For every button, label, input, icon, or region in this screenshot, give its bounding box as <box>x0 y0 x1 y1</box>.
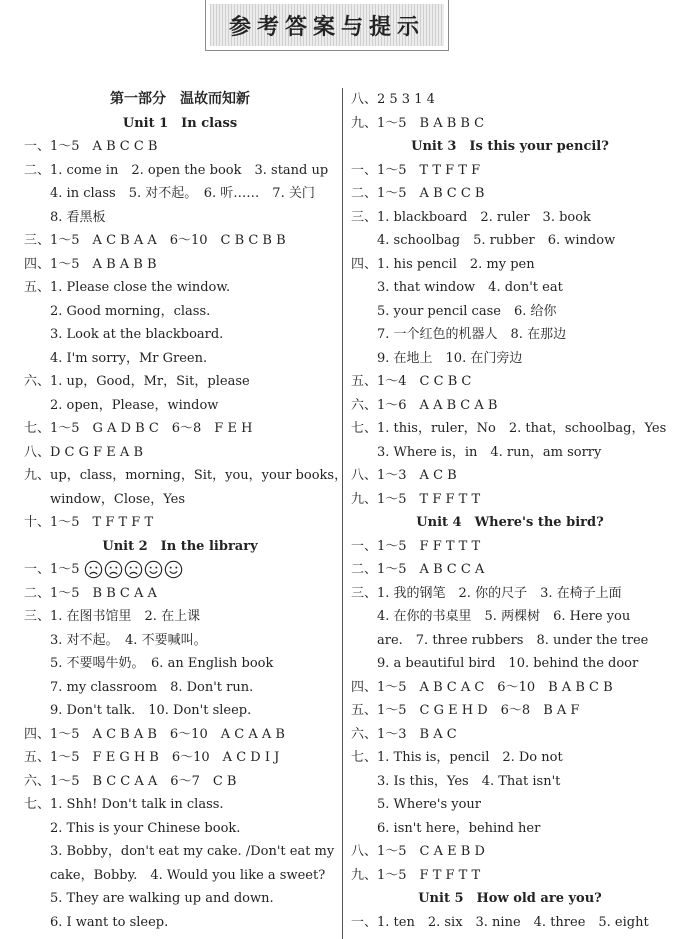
answer-text: 五、1. Please close the window. <box>24 280 231 295</box>
answer-line <box>24 887 336 911</box>
answer-line <box>351 88 669 112</box>
answer-text: 四、1～5 A C B A B 6～10 A C A A B <box>24 726 285 742</box>
section-heading <box>24 112 336 136</box>
answer-line <box>24 817 336 841</box>
answer-line <box>351 182 669 206</box>
answer-text: 五、1～5 F E G H B 6～10 A C D I J <box>24 750 280 765</box>
answer-line <box>24 276 336 300</box>
answer-line <box>351 394 669 418</box>
answer-line <box>24 558 336 582</box>
answer-text: 3. Where is，in 4. run，am sorry <box>377 444 602 460</box>
answer-text: 一、1～5 F F T T T <box>351 538 481 554</box>
answer-text: 六、1～3 B A C <box>351 726 457 742</box>
header-banner <box>205 0 449 51</box>
answer-text: 七、1～5 G A D B C 6～8 F E H <box>24 421 253 436</box>
answer-text: 八、D C G F E A B <box>24 444 143 460</box>
answer-text: 十、1～5 T F T F T <box>24 515 154 530</box>
answer-text: are. 7. three rubbers 8. under the tree <box>377 632 649 648</box>
answer-line <box>24 159 336 183</box>
answer-line <box>351 582 669 606</box>
sad-face-icon <box>124 560 143 579</box>
answer-text: 九、1～5 T F F T T <box>351 491 481 507</box>
answer-text: Unit 1 In class <box>122 115 238 131</box>
answer-line <box>351 159 669 183</box>
answer-text: 一、1. ten 2. six 3. nine 4. three 5. eight <box>351 914 649 930</box>
answer-line <box>24 582 336 606</box>
answer-text: cake，Bobby. 4. Would you like a sweet? <box>50 867 326 883</box>
happy-face-icon <box>144 560 163 579</box>
answer-text: 九、1～5 B A B B C <box>351 115 485 131</box>
answer-text: 4. schoolbag 5. rubber 6. window <box>377 233 616 248</box>
answer-line <box>24 182 336 206</box>
answer-text: 九、1～5 F T F T T <box>351 867 481 883</box>
answer-text: 二、1～5 A B C C B <box>351 186 485 201</box>
answer-line <box>351 112 669 136</box>
answer-text: 3. Bobby，don't eat my cake. /Don't eat my <box>50 844 335 859</box>
section-heading <box>351 887 669 911</box>
face-icons <box>84 560 183 579</box>
answer-line <box>24 464 348 488</box>
answer-line <box>351 300 669 324</box>
answer-line <box>24 629 336 653</box>
answer-text: 7. my classroom 8. Don't run. <box>50 679 254 695</box>
answer-line <box>351 558 669 582</box>
answer-line <box>351 253 669 277</box>
answer-text: 9. 在地上 10. 在门旁边 <box>377 350 523 366</box>
answer-line <box>351 699 669 723</box>
answer-text: 二、1. come in 2. open the book 3. stand up <box>24 162 329 178</box>
answer-text: 6. I want to sleep. <box>50 914 169 930</box>
column-divider <box>342 88 343 939</box>
answer-text: 六、1～5 B C C A A 6～7 C B <box>24 773 237 789</box>
answer-line <box>24 488 336 512</box>
answer-text: 四、1～5 A B A B B <box>24 256 157 272</box>
answer-line <box>351 605 669 629</box>
answer-text: 六、1. up，Good，Mr，Sit，please <box>24 374 250 389</box>
answer-text: 四、1. his pencil 2. my pen <box>351 256 535 272</box>
answer-line <box>24 441 336 465</box>
answer-line <box>351 206 669 230</box>
answer-text: 一、1～5 <box>24 562 80 577</box>
answer-text: 6. isn't here，behind her <box>377 820 541 836</box>
answer-line <box>24 253 336 277</box>
answer-line <box>24 840 336 864</box>
answer-text: 5. 不要喝牛奶。 6. an English book <box>50 656 274 671</box>
answer-line <box>24 511 336 535</box>
answer-text: 三、1～5 A C B A A 6～10 C B C B B <box>24 233 286 248</box>
answer-text: 2. Good morning，class. <box>50 303 211 319</box>
answer-text: 六、1～6 A A B C A B <box>351 397 498 413</box>
answer-text: 五、1～5 C G E H D 6～8 B A F <box>351 703 580 718</box>
section-heading <box>351 135 669 159</box>
answer-text: Unit 4 Where's the bird? <box>416 515 604 530</box>
answer-text: 二、1～5 A B C C A <box>351 562 485 577</box>
answer-text: 七、1. Shh! Don't talk in class. <box>24 797 224 812</box>
answer-line <box>351 746 669 770</box>
answer-text: 三、1. 在图书馆里 2. 在上课 <box>24 609 201 624</box>
answer-text: 四、1～5 A B C A C 6～10 B A B C B <box>351 679 613 695</box>
answer-text: 5. They are walking up and down. <box>50 891 274 906</box>
section-heading <box>24 88 336 112</box>
answer-line <box>24 206 336 230</box>
sad-face-icon <box>104 560 123 579</box>
answer-line <box>24 793 336 817</box>
answer-text: 8. 看黑板 <box>50 209 106 225</box>
answer-line <box>24 746 336 770</box>
answer-text: 八、1～5 C A E B D <box>351 844 485 859</box>
answer-line <box>351 464 669 488</box>
answer-line <box>351 417 669 441</box>
answer-line <box>351 817 669 841</box>
answer-line <box>351 723 669 747</box>
answer-line <box>24 911 336 935</box>
answer-text: 7. 一个红色的机器人 8. 在那边 <box>377 327 567 342</box>
answer-line <box>24 864 336 888</box>
answer-text: 4. I'm sorry，Mr Green. <box>50 350 208 366</box>
left-column <box>24 88 348 934</box>
answer-text: 5. Where's your <box>377 797 482 812</box>
answer-text: 五、1～4 C C B C <box>351 374 472 389</box>
answer-line <box>351 770 669 794</box>
answer-line <box>351 347 669 371</box>
answer-line <box>351 629 669 653</box>
answer-line <box>351 864 669 888</box>
answer-line <box>24 652 336 676</box>
answer-text: 3. 对不起。 4. 不要喊叫。 <box>50 632 207 648</box>
answer-text: 七、1. This is，pencil 2. Do not <box>351 750 563 765</box>
answer-line <box>351 441 669 465</box>
answer-line <box>24 135 336 159</box>
answer-text: 一、1～5 T T F T F <box>351 162 481 178</box>
answer-line <box>351 840 669 864</box>
answer-text: Unit 5 How old are you? <box>418 891 602 906</box>
answer-text: 八、1～3 A C B <box>351 468 457 483</box>
answer-line <box>24 770 336 794</box>
sad-face-icon <box>84 560 103 579</box>
answer-text: 八、2 5 3 1 4 <box>351 92 435 107</box>
answer-line <box>24 394 336 418</box>
section-heading <box>24 535 336 559</box>
section-heading <box>351 511 669 535</box>
answer-text: 二、1～5 B B C A A <box>24 585 157 601</box>
answer-line <box>351 535 669 559</box>
answer-text: 9. Don't talk. 10. Don't sleep. <box>50 703 252 718</box>
answer-line <box>24 699 336 723</box>
answer-text: 3. Is this，Yes 4. That isn't <box>377 773 561 789</box>
answer-text: 9. a beautiful bird 10. behind the door <box>377 656 639 671</box>
answer-text: 九、up，class，morning，Sit，you，your books， <box>24 468 348 483</box>
answer-text: 3. that window 4. don't eat <box>377 280 563 295</box>
answer-line <box>351 793 669 817</box>
answer-line <box>24 417 336 441</box>
answer-line <box>351 488 669 512</box>
answer-text: Unit 3 Is this your pencil? <box>411 139 609 154</box>
answer-text: 5. your pencil case 6. 给你 <box>377 303 557 319</box>
answer-line <box>351 911 669 935</box>
answer-line <box>351 652 669 676</box>
answer-line <box>351 276 669 300</box>
answer-text: 2. This is your Chinese book. <box>50 820 241 836</box>
answer-line <box>24 347 336 371</box>
answer-line <box>351 676 669 700</box>
answer-text: 3. Look at the blackboard. <box>50 327 224 342</box>
page-title: 参考答案与提示 <box>210 4 444 46</box>
answer-line <box>24 300 336 324</box>
answer-text: Unit 2 In the library <box>102 538 258 554</box>
answer-line <box>24 323 336 347</box>
answer-text: 三、1. 我的钢笔 2. 你的尺子 3. 在椅子上面 <box>351 585 622 601</box>
answer-line <box>24 229 336 253</box>
answer-text: window，Close，Yes <box>50 491 186 507</box>
answer-text: 第一部分 温故而知新 <box>110 91 250 107</box>
happy-face-icon <box>164 560 183 579</box>
answer-line <box>24 723 336 747</box>
answer-text: 4. in class 5. 对不起。 6. 听…… 7. 关门 <box>50 186 315 201</box>
answer-line <box>351 229 669 253</box>
answer-text: 三、1. blackboard 2. ruler 3. book <box>351 209 591 225</box>
answer-line <box>24 676 336 700</box>
answer-line <box>351 370 669 394</box>
right-column <box>351 88 669 934</box>
answer-text: 七、1. this，ruler，No 2. that，schoolbag，Yes <box>351 421 667 436</box>
answer-text: 2. open，Please，window <box>50 397 219 413</box>
answer-line <box>24 370 336 394</box>
answer-text: 一、1～5 A B C C B <box>24 139 158 154</box>
answer-line <box>24 605 336 629</box>
answer-text: 4. 在你的书桌里 5. 两棵树 6. Here you <box>377 609 631 624</box>
answer-line <box>351 323 669 347</box>
